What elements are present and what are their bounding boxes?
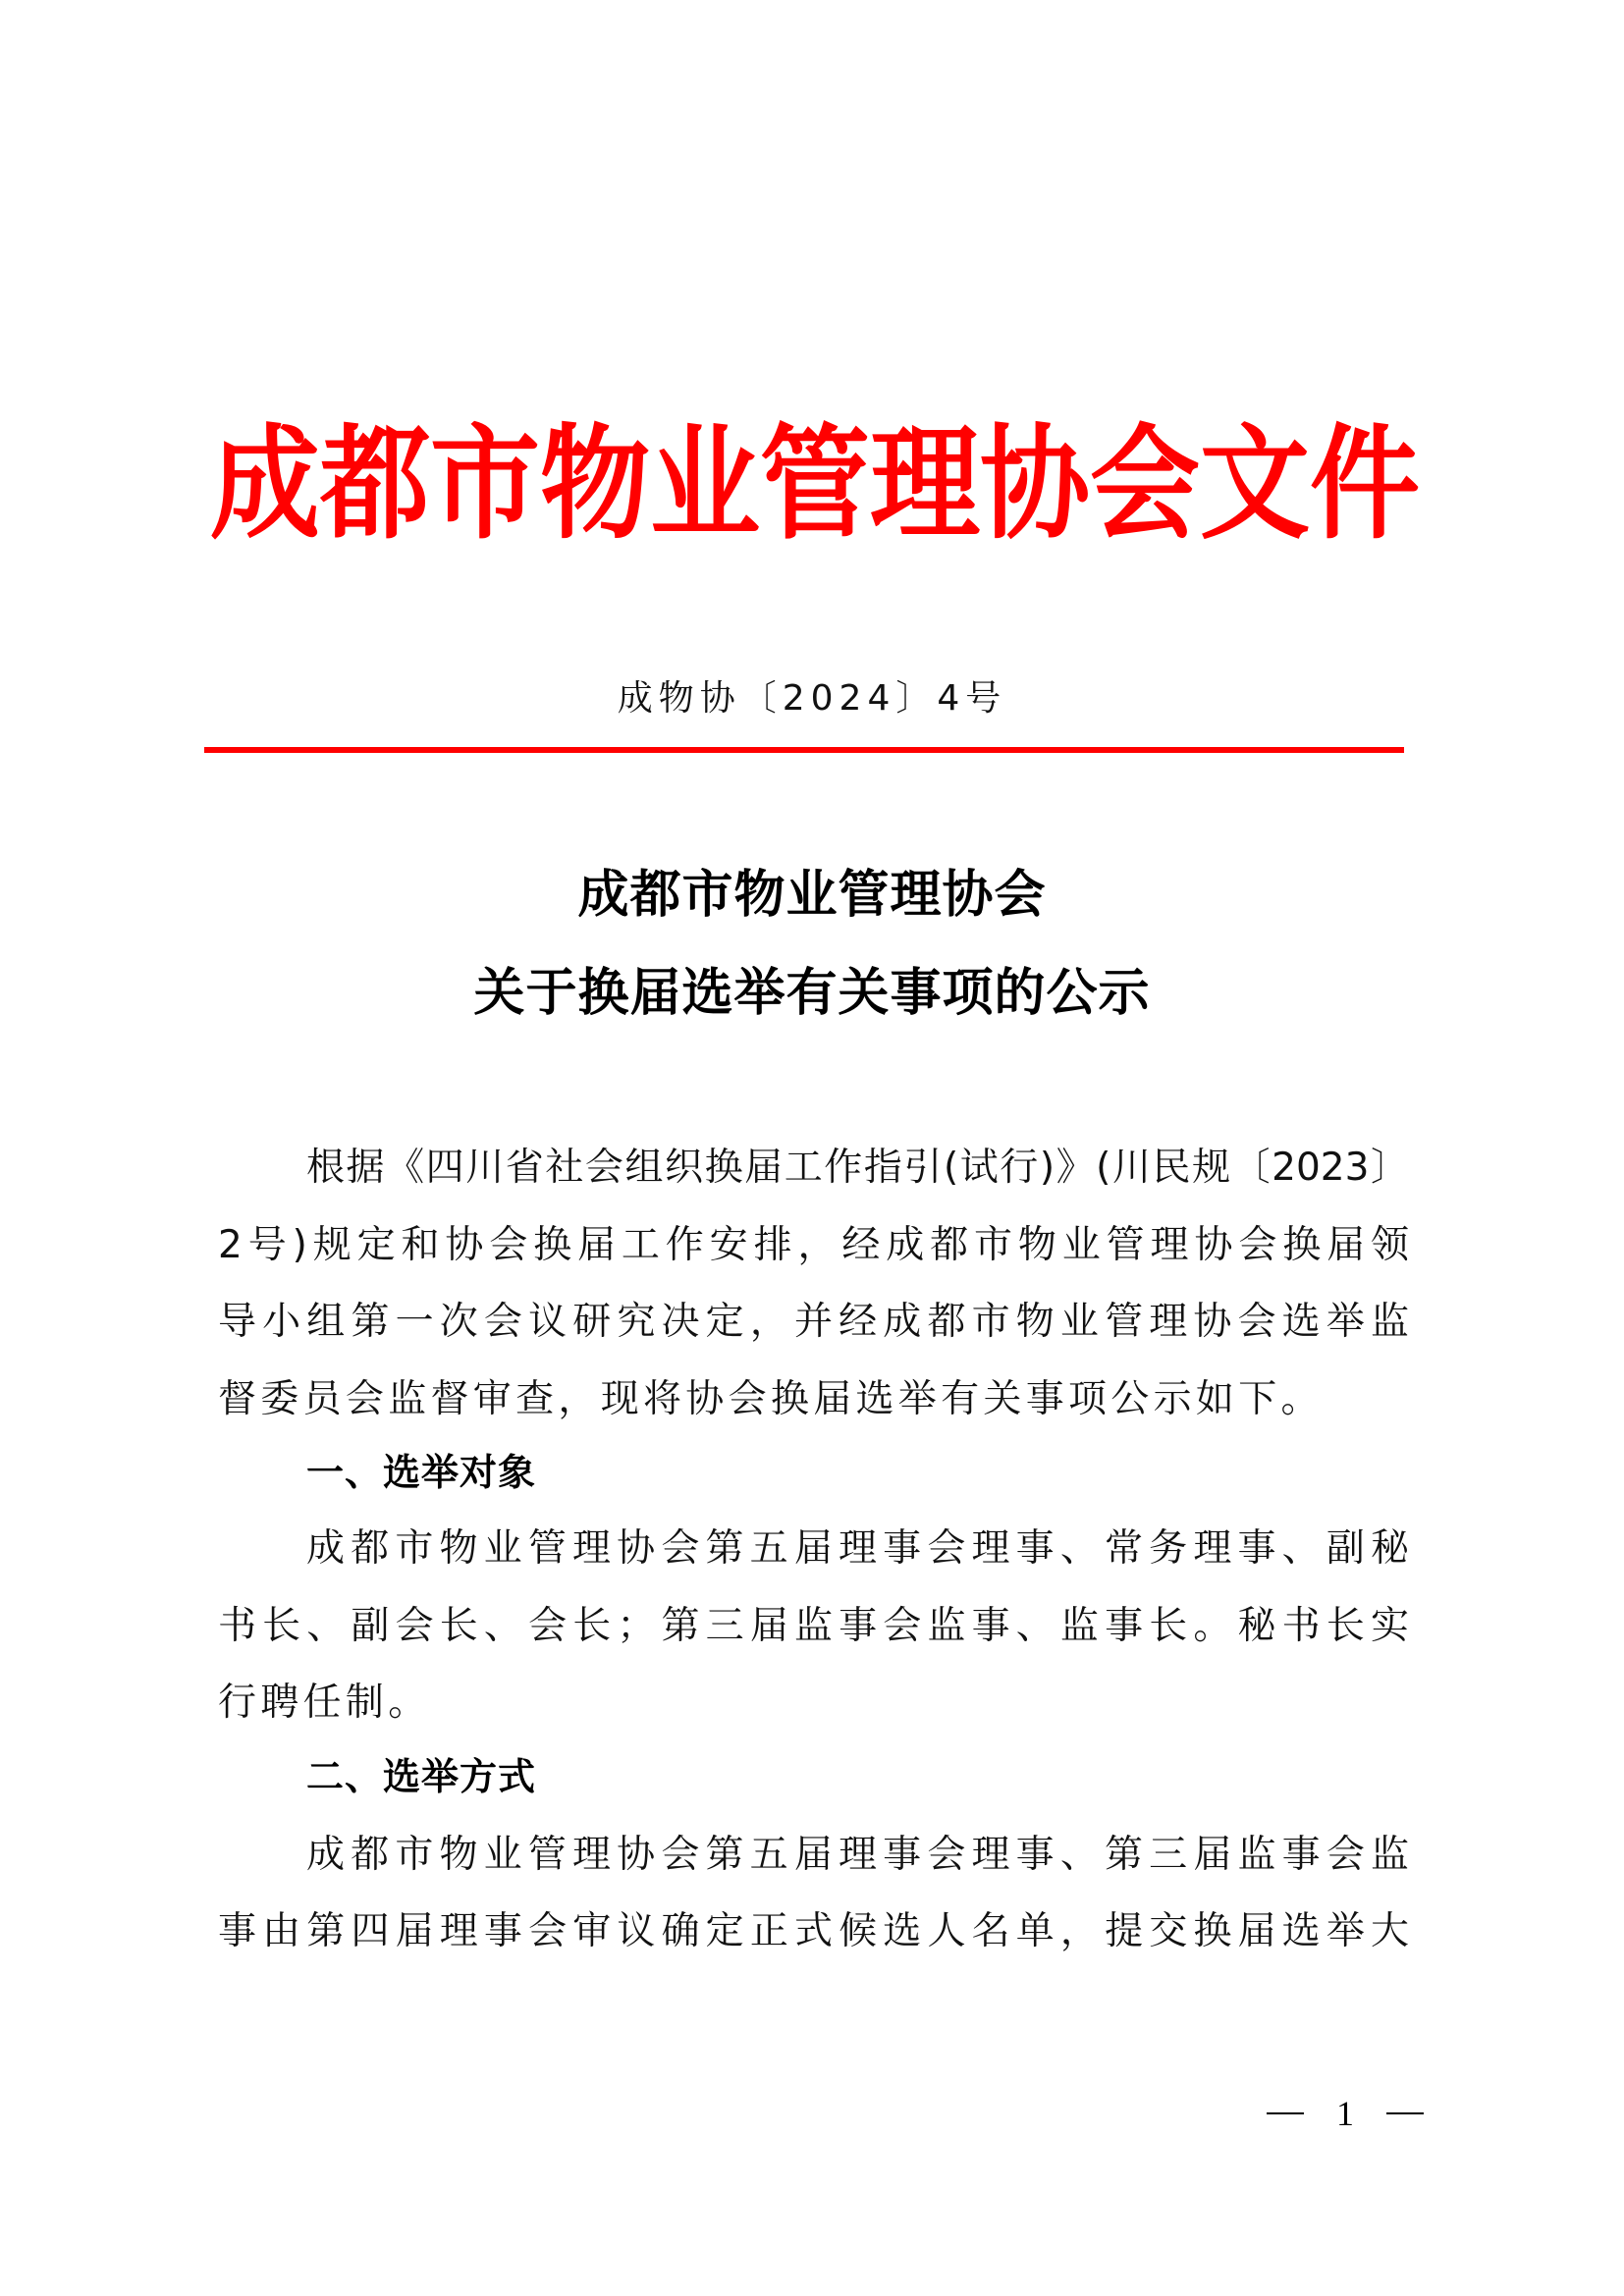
body-paragraph-line: 事由第四届理事会审议确定正式候选人名单，提交换届选举大 <box>218 1909 1409 1953</box>
masthead-char: 管 <box>760 412 870 557</box>
body-paragraph-line: 督委员会监督审查，现将协会换届选举有关事项公示如下。 <box>218 1377 1324 1421</box>
masthead-char: 物 <box>540 412 650 557</box>
masthead-char: 市 <box>430 412 540 557</box>
document-title-line-2: 关于换届选举有关事项的公示 <box>473 963 1151 1023</box>
document-number: 成物协〔2024〕4号 <box>617 678 1007 719</box>
body-paragraph-line: 导小组第一次会议研究决定，并经成都市物业管理协会选举监 <box>218 1300 1409 1344</box>
section-heading: 一、选举对象 <box>306 1451 537 1494</box>
em-dash-left <box>1267 2112 1304 2114</box>
masthead-char: 业 <box>650 412 760 557</box>
page-number <box>1267 2089 1424 2138</box>
body-paragraph-line: 行聘任制。 <box>218 1681 431 1725</box>
body-paragraph-line: 书长、副会长、会长；第三届监事会监事、监事长。秘书长实 <box>218 1604 1409 1648</box>
page-number-value: 1 <box>1336 2094 1354 2133</box>
body-paragraph-line: 根据《四川省社会组织换届工作指引(试行)》(川民规〔2023〕 <box>306 1146 1409 1190</box>
document-title-line-1: 成都市物业管理协会 <box>577 865 1047 925</box>
masthead-char: 理 <box>870 412 980 557</box>
masthead-char: 成 <box>210 412 320 557</box>
masthead-char: 都 <box>320 412 430 557</box>
red-divider-rule <box>204 747 1404 753</box>
masthead-char: 协 <box>980 412 1090 557</box>
body-paragraph-line: 2号)规定和协会换届工作安排，经成都市物业管理协会换届领 <box>218 1223 1409 1267</box>
em-dash-right <box>1386 2112 1424 2114</box>
body-paragraph-line: 成都市物业管理协会第五届理事会理事、常务理事、副秘 <box>306 1526 1409 1571</box>
section-heading: 二、选举方式 <box>306 1755 537 1798</box>
masthead-char: 文 <box>1200 412 1310 557</box>
masthead-title <box>210 408 1420 562</box>
masthead-char: 件 <box>1310 412 1420 557</box>
masthead-char: 会 <box>1090 412 1200 557</box>
body-paragraph-line: 成都市物业管理协会第五届理事会理事、第三届监事会监 <box>306 1833 1409 1877</box>
